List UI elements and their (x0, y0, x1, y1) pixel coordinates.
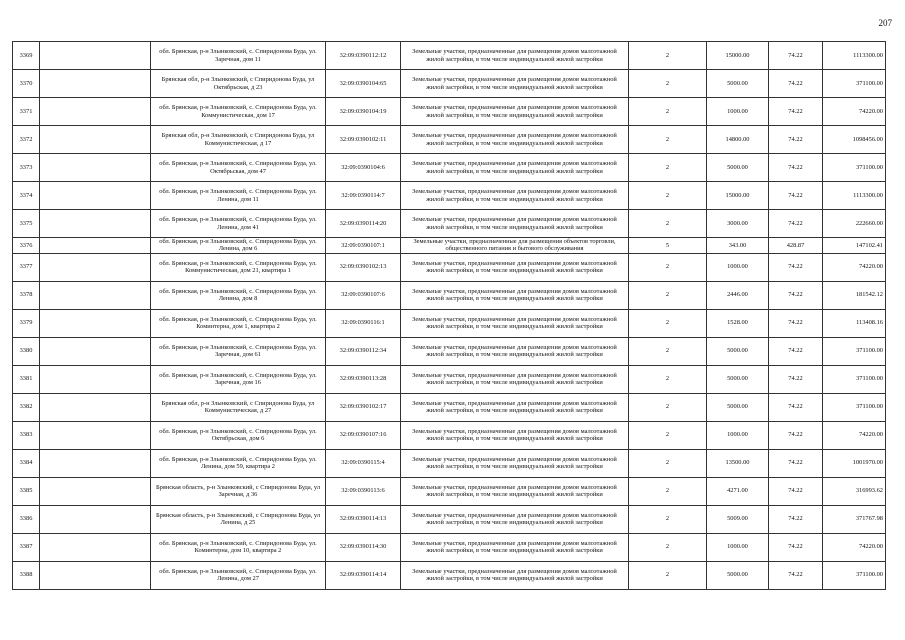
blank-cell (40, 449, 151, 477)
cadastral-value-cell: 371100.00 (823, 561, 886, 589)
land-use-cell: Земельные участки, предназначенные для размещения домов малоэтажной жилой застройки, в том числе индивидуальной жилой застройки (401, 421, 629, 449)
address-cell: обл. Брянская, р-н Злынковский, с. Спиридонова Буда, ул. Ленина, дом 27 (151, 561, 326, 589)
table-row (13, 421, 886, 449)
specific-value-cell: 74.22 (769, 42, 823, 70)
cadastral-value-cell: 222660.00 (823, 210, 886, 238)
area-cell: 5000.00 (707, 365, 769, 393)
cadastral-number-cell: 32:09:0390102:17 (326, 393, 401, 421)
category-cell: 2 (629, 182, 707, 210)
cadastral-value-cell: 181542.12 (823, 281, 886, 309)
specific-value-cell: 74.22 (769, 70, 823, 98)
area-cell: 5000.00 (707, 70, 769, 98)
cadastral-value-cell: 74220.00 (823, 421, 886, 449)
category-cell: 2 (629, 477, 707, 505)
blank-cell (40, 182, 151, 210)
row-number: 3385 (13, 477, 40, 505)
area-cell: 2446.00 (707, 281, 769, 309)
area-cell: 1000.00 (707, 421, 769, 449)
table-row (13, 42, 886, 70)
blank-cell (40, 421, 151, 449)
address-cell: Брянская обл, р-н Злынковский, с Спиридонова Буда, ул Октябрьская, д 23 (151, 70, 326, 98)
table-row (13, 70, 886, 98)
row-number: 3369 (13, 42, 40, 70)
blank-cell (40, 42, 151, 70)
specific-value-cell: 74.22 (769, 533, 823, 561)
category-cell: 2 (629, 365, 707, 393)
blank-cell (40, 126, 151, 154)
row-number: 3372 (13, 126, 40, 154)
row-number: 3384 (13, 449, 40, 477)
land-use-cell: Земельные участки, предназначенные для размещения объектов торговли, общественного питания и бытового обслуживания (401, 238, 629, 254)
row-number: 3382 (13, 393, 40, 421)
category-cell: 2 (629, 449, 707, 477)
row-number: 3375 (13, 210, 40, 238)
cadastral-value-cell: 371767.98 (823, 505, 886, 533)
row-number: 3370 (13, 70, 40, 98)
specific-value-cell: 74.22 (769, 126, 823, 154)
area-cell: 1000.00 (707, 253, 769, 281)
table-row (13, 253, 886, 281)
specific-value-cell: 428.87 (769, 238, 823, 254)
address-cell: обл. Брянская, р-н Злынковский, с. Спиридонова Буда, ул. Октябрьская, дом 47 (151, 154, 326, 182)
page-number: 207 (878, 18, 892, 28)
blank-cell (40, 337, 151, 365)
area-cell: 4271.00 (707, 477, 769, 505)
specific-value-cell: 74.22 (769, 182, 823, 210)
blank-cell (40, 98, 151, 126)
address-cell: обл. Брянская, р-н Злынковский, с. Спиридонова Буда, ул. Коммунистическая, дом 21, квартира 1 (151, 253, 326, 281)
address-cell: обл. Брянская, р-н Злынковский, с. Спиридонова Буда, ул. Ленина, дом 41 (151, 210, 326, 238)
land-use-cell: Земельные участки, предназначенные для размещения домов малоэтажной жилой застройки, в том числе индивидуальной жилой застройки (401, 477, 629, 505)
land-use-cell: Земельные участки, предназначенные для размещения домов малоэтажной жилой застройки, в том числе индивидуальной жилой застройки (401, 210, 629, 238)
land-use-cell: Земельные участки, предназначенные для размещения домов малоэтажной жилой застройки, в том числе индивидуальной жилой застройки (401, 365, 629, 393)
blank-cell (40, 309, 151, 337)
address-cell: обл. Брянская, р-н Злынковский, с. Спиридонова Буда, ул. Заречная, дом 16 (151, 365, 326, 393)
category-cell: 2 (629, 533, 707, 561)
land-use-cell: Земельные участки, предназначенные для размещения домов малоэтажной жилой застройки, в том числе индивидуальной жилой застройки (401, 281, 629, 309)
cadastral-number-cell: 32:09:0390102:13 (326, 253, 401, 281)
specific-value-cell: 74.22 (769, 281, 823, 309)
cadastral-value-cell: 147102.41 (823, 238, 886, 254)
area-cell: 3000.00 (707, 210, 769, 238)
table-row (13, 393, 886, 421)
area-cell: 1000.00 (707, 533, 769, 561)
land-use-cell: Земельные участки, предназначенные для размещения домов малоэтажной жилой застройки, в том числе индивидуальной жилой застройки (401, 533, 629, 561)
row-number: 3374 (13, 182, 40, 210)
row-number: 3371 (13, 98, 40, 126)
table-row (13, 210, 886, 238)
cadastral-value-cell: 74220.00 (823, 98, 886, 126)
land-plots-table (12, 41, 886, 590)
land-use-cell: Земельные участки, предназначенные для размещения домов малоэтажной жилой застройки, в том числе индивидуальной жилой застройки (401, 126, 629, 154)
category-cell: 2 (629, 253, 707, 281)
specific-value-cell: 74.22 (769, 309, 823, 337)
table-row (13, 238, 886, 254)
row-number: 3383 (13, 421, 40, 449)
cadastral-number-cell: 32:09:0390107:1 (326, 238, 401, 254)
specific-value-cell: 74.22 (769, 98, 823, 126)
category-cell: 2 (629, 210, 707, 238)
area-cell: 15000.00 (707, 182, 769, 210)
area-cell: 14800.00 (707, 126, 769, 154)
blank-cell (40, 477, 151, 505)
address-cell: обл. Брянская, р-н Злынковский, с. Спиридонова Буда, ул. Заречная, дом 61 (151, 337, 326, 365)
specific-value-cell: 74.22 (769, 210, 823, 238)
blank-cell (40, 365, 151, 393)
cadastral-value-cell: 316993.62 (823, 477, 886, 505)
specific-value-cell: 74.22 (769, 393, 823, 421)
land-use-cell: Земельные участки, предназначенные для размещения домов малоэтажной жилой застройки, в том числе индивидуальной жилой застройки (401, 449, 629, 477)
area-cell: 5000.00 (707, 561, 769, 589)
address-cell: Брянская обл, р-н Злынковский, с Спиридонова Буда, ул Коммунистическая, д 17 (151, 126, 326, 154)
table-row (13, 365, 886, 393)
cadastral-value-cell: 371100.00 (823, 70, 886, 98)
category-cell: 2 (629, 281, 707, 309)
blank-cell (40, 253, 151, 281)
category-cell: 2 (629, 309, 707, 337)
cadastral-number-cell: 32:09:0390104:6 (326, 154, 401, 182)
land-use-cell: Земельные участки, предназначенные для размещения домов малоэтажной жилой застройки, в том числе индивидуальной жилой застройки (401, 42, 629, 70)
land-use-cell: Земельные участки, предназначенные для размещения домов малоэтажной жилой застройки, в том числе индивидуальной жилой застройки (401, 154, 629, 182)
cadastral-number-cell: 32:09:0390104:65 (326, 70, 401, 98)
cadastral-number-cell: 32:09:0390107:6 (326, 281, 401, 309)
area-cell: 1000.00 (707, 98, 769, 126)
category-cell: 2 (629, 126, 707, 154)
area-cell: 13500.00 (707, 449, 769, 477)
land-use-cell: Земельные участки, предназначенные для размещения домов малоэтажной жилой застройки, в том числе индивидуальной жилой застройки (401, 561, 629, 589)
category-cell: 2 (629, 98, 707, 126)
cadastral-value-cell: 371100.00 (823, 337, 886, 365)
blank-cell (40, 393, 151, 421)
blank-cell (40, 210, 151, 238)
blank-cell (40, 281, 151, 309)
cadastral-value-cell: 371100.00 (823, 365, 886, 393)
blank-cell (40, 154, 151, 182)
category-cell: 2 (629, 505, 707, 533)
blank-cell (40, 533, 151, 561)
cadastral-value-cell: 74220.00 (823, 533, 886, 561)
table-row (13, 98, 886, 126)
land-use-cell: Земельные участки, предназначенные для размещения домов малоэтажной жилой застройки, в том числе индивидуальной жилой застройки (401, 393, 629, 421)
row-number: 3380 (13, 337, 40, 365)
specific-value-cell: 74.22 (769, 365, 823, 393)
area-cell: 343.00 (707, 238, 769, 254)
cadastral-value-cell: 74220.00 (823, 253, 886, 281)
address-cell: обл. Брянская, р-н Злынковский, с. Спиридонова Буда, ул. Заречная, дом 11 (151, 42, 326, 70)
specific-value-cell: 74.22 (769, 561, 823, 589)
specific-value-cell: 74.22 (769, 477, 823, 505)
cadastral-number-cell: 32:09:0390102:11 (326, 126, 401, 154)
cadastral-value-cell: 1113300.00 (823, 182, 886, 210)
specific-value-cell: 74.22 (769, 253, 823, 281)
category-cell: 2 (629, 42, 707, 70)
cadastral-number-cell: 32:09:0390113:6 (326, 477, 401, 505)
cadastral-number-cell: 32:09:0390112:34 (326, 337, 401, 365)
land-use-cell: Земельные участки, предназначенные для размещения домов малоэтажной жилой застройки, в том числе индивидуальной жилой застройки (401, 182, 629, 210)
land-use-cell: Земельные участки, предназначенные для размещения домов малоэтажной жилой застройки, в том числе индивидуальной жилой застройки (401, 98, 629, 126)
table-row (13, 182, 886, 210)
cadastral-number-cell: 32:09:0390113:28 (326, 365, 401, 393)
specific-value-cell: 74.22 (769, 505, 823, 533)
land-use-cell: Земельные участки, предназначенные для размещения домов малоэтажной жилой застройки, в том числе индивидуальной жилой застройки (401, 337, 629, 365)
category-cell: 2 (629, 154, 707, 182)
category-cell: 2 (629, 421, 707, 449)
table-row (13, 533, 886, 561)
blank-cell (40, 238, 151, 254)
row-number: 3377 (13, 253, 40, 281)
address-cell: обл. Брянская, р-н Злынковский, с. Спиридонова Буда, ул. Коминтерна, дом 10, квартира 2 (151, 533, 326, 561)
blank-cell (40, 70, 151, 98)
row-number: 3387 (13, 533, 40, 561)
category-cell: 2 (629, 337, 707, 365)
row-number: 3376 (13, 238, 40, 254)
cadastral-number-cell: 32:09:0390115:4 (326, 449, 401, 477)
blank-cell (40, 505, 151, 533)
cadastral-number-cell: 32:09:0390114:7 (326, 182, 401, 210)
area-cell: 5009.00 (707, 505, 769, 533)
area-cell: 15000.00 (707, 42, 769, 70)
category-cell: 2 (629, 70, 707, 98)
category-cell: 2 (629, 561, 707, 589)
cadastral-number-cell: 32:09:0390114:30 (326, 533, 401, 561)
table-row (13, 561, 886, 589)
cadastral-number-cell: 32:09:0390107:16 (326, 421, 401, 449)
row-number: 3388 (13, 561, 40, 589)
specific-value-cell: 74.22 (769, 449, 823, 477)
area-cell: 5000.00 (707, 337, 769, 365)
cadastral-value-cell: 371100.00 (823, 154, 886, 182)
table-row (13, 154, 886, 182)
cadastral-number-cell: 32:09:0390116:1 (326, 309, 401, 337)
area-cell: 5000.00 (707, 154, 769, 182)
table-body (13, 42, 886, 590)
address-cell: обл. Брянская, р-н Злынковский, с. Спиридонова Буда, ул. Коминтерна, дом 1, квартира 2 (151, 309, 326, 337)
address-cell: обл. Брянская, р-н Злынковский, с. Спиридонова Буда, ул. Ленина, дом 8 (151, 281, 326, 309)
cadastral-number-cell: 32:09:0390104:19 (326, 98, 401, 126)
category-cell: 2 (629, 393, 707, 421)
category-cell: 5 (629, 238, 707, 254)
row-number: 3378 (13, 281, 40, 309)
address-cell: Брянская обл, р-н Злынковский, с Спиридонова Буда, ул Коммунистическая, д 27 (151, 393, 326, 421)
cadastral-value-cell: 1113300.00 (823, 42, 886, 70)
row-number: 3379 (13, 309, 40, 337)
address-cell: Брянская область, р-н Злынковский, с Спиридонова Буда, ул Заречная, д 36 (151, 477, 326, 505)
table-row (13, 505, 886, 533)
table-row (13, 309, 886, 337)
land-use-cell: Земельные участки, предназначенные для размещения домов малоэтажной жилой застройки, в том числе индивидуальной жилой застройки (401, 70, 629, 98)
blank-cell (40, 561, 151, 589)
land-use-cell: Земельные участки, предназначенные для размещения домов малоэтажной жилой застройки, в том числе индивидуальной жилой застройки (401, 253, 629, 281)
cadastral-value-cell: 1098456.00 (823, 126, 886, 154)
address-cell: обл. Брянская, р-н Злынковский, с. Спиридонова Буда, ул. Октябрьская, дом 6 (151, 421, 326, 449)
row-number: 3381 (13, 365, 40, 393)
table-row (13, 477, 886, 505)
table-row (13, 449, 886, 477)
area-cell: 5000.00 (707, 393, 769, 421)
cadastral-number-cell: 32:09:0390112:12 (326, 42, 401, 70)
address-cell: Брянская область, р-н Злынковский, с Спиридонова Буда, ул Ленина, д 25 (151, 505, 326, 533)
table-row (13, 281, 886, 309)
specific-value-cell: 74.22 (769, 337, 823, 365)
cadastral-value-cell: 371100.00 (823, 393, 886, 421)
address-cell: обл. Брянская, р-н Злынковский, с. Спиридонова Буда, ул. Ленина, дом 6 (151, 238, 326, 254)
cadastral-number-cell: 32:09:0390114:20 (326, 210, 401, 238)
address-cell: обл. Брянская, р-н Злынковский, с. Спиридонова Буда, ул. Коммунистическая, дом 17 (151, 98, 326, 126)
address-cell: обл. Брянская, р-н Злынковский, с. Спиридонова Буда, ул. Ленина, дом 11 (151, 182, 326, 210)
specific-value-cell: 74.22 (769, 421, 823, 449)
land-use-cell: Земельные участки, предназначенные для размещения домов малоэтажной жилой застройки, в том числе индивидуальной жилой застройки (401, 309, 629, 337)
cadastral-number-cell: 32:09:0390114:14 (326, 561, 401, 589)
address-cell: обл. Брянская, р-н Злынковский, с. Спиридонова Буда, ул. Ленина, дом 59, квартира 2 (151, 449, 326, 477)
row-number: 3373 (13, 154, 40, 182)
cadastral-number-cell: 32:09:0390114:13 (326, 505, 401, 533)
land-use-cell: Земельные участки, предназначенные для размещения домов малоэтажной жилой застройки, в том числе индивидуальной жилой застройки (401, 505, 629, 533)
table-row (13, 337, 886, 365)
area-cell: 1528.00 (707, 309, 769, 337)
table-row (13, 126, 886, 154)
specific-value-cell: 74.22 (769, 154, 823, 182)
row-number: 3386 (13, 505, 40, 533)
cadastral-value-cell: 1001970.00 (823, 449, 886, 477)
cadastral-value-cell: 113408.16 (823, 309, 886, 337)
